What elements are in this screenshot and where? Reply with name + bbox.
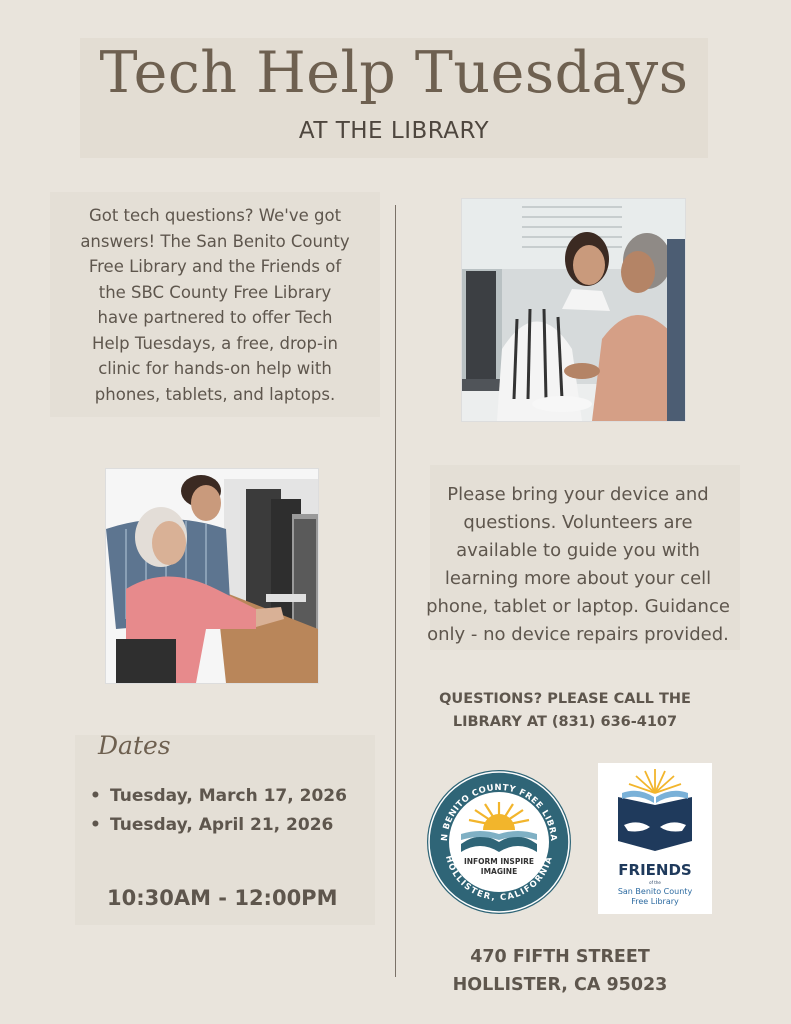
- friends-line2: Free Library: [631, 897, 679, 906]
- friends-logo: [598, 763, 712, 914]
- friends-line1: San Benito County: [617, 887, 693, 896]
- column-divider: [395, 205, 396, 977]
- sunburst-icon: [629, 769, 681, 793]
- seal-motto-line2: IMAGINE: [480, 867, 518, 876]
- intro-line: the SBC County Free Library: [98, 282, 332, 302]
- seal-ring-text: N BENITO COUNTY FREE LIBRA: [439, 782, 559, 842]
- info-line: questions. Volunteers are: [463, 512, 693, 533]
- seal-bottom-text: HOLLISTER, CALIFORNIA: [442, 854, 556, 904]
- address-street: 470 FIFTH STREET: [470, 947, 650, 967]
- date-item: • Tuesday, April 21, 2026: [90, 811, 347, 840]
- date-item: • Tuesday, March 17, 2026: [90, 782, 347, 811]
- intro-line: answers! The San Benito County: [80, 231, 350, 251]
- info-line: available to guide you with: [456, 540, 700, 561]
- contact-callout: [420, 688, 710, 734]
- friends-of: of the: [649, 880, 661, 885]
- address-city: HOLLISTER, CA 95023: [452, 975, 668, 995]
- friends-name: FRIENDS: [618, 861, 692, 879]
- photo-volunteer-helping: [461, 198, 686, 422]
- dates-list: [90, 782, 347, 840]
- info-line: only - no device repairs provided.: [427, 624, 729, 645]
- intro-line: phones, tablets, and laptops.: [94, 384, 336, 404]
- info-text: [410, 481, 746, 649]
- intro-text: [60, 203, 370, 407]
- info-line: Please bring your device and: [447, 484, 709, 505]
- intro-line: Got tech questions? We've got: [88, 206, 342, 225]
- page-title: Tech Help Tuesdays: [99, 40, 689, 106]
- intro-line: Free Library and the Friends of: [88, 257, 342, 276]
- library-seal-logo: [425, 768, 573, 916]
- intro-line: Help Tuesdays, a free, drop-in: [92, 333, 338, 353]
- intro-line: clinic for hands-on help with: [98, 359, 332, 378]
- contact-phone: LIBRARY AT (831) 636-4107: [452, 714, 678, 730]
- info-line: learning more about your cell: [444, 568, 712, 589]
- dates-heading: Dates: [98, 731, 171, 760]
- contact-line: QUESTIONS? PLEASE CALL THE: [439, 691, 691, 707]
- book-hands-icon: [618, 791, 692, 851]
- address-block: [420, 943, 700, 999]
- info-line: phone, tablet or laptop. Guidance: [426, 596, 730, 617]
- intro-line: have partnered to offer Tech: [97, 308, 333, 327]
- session-time: 10:30AM - 12:00PM: [107, 886, 338, 910]
- photo-computer-lab-help: [105, 468, 319, 684]
- seal-motto-line1: INFORM INSPIRE: [463, 857, 535, 866]
- page-subtitle: AT THE LIBRARY: [298, 118, 490, 144]
